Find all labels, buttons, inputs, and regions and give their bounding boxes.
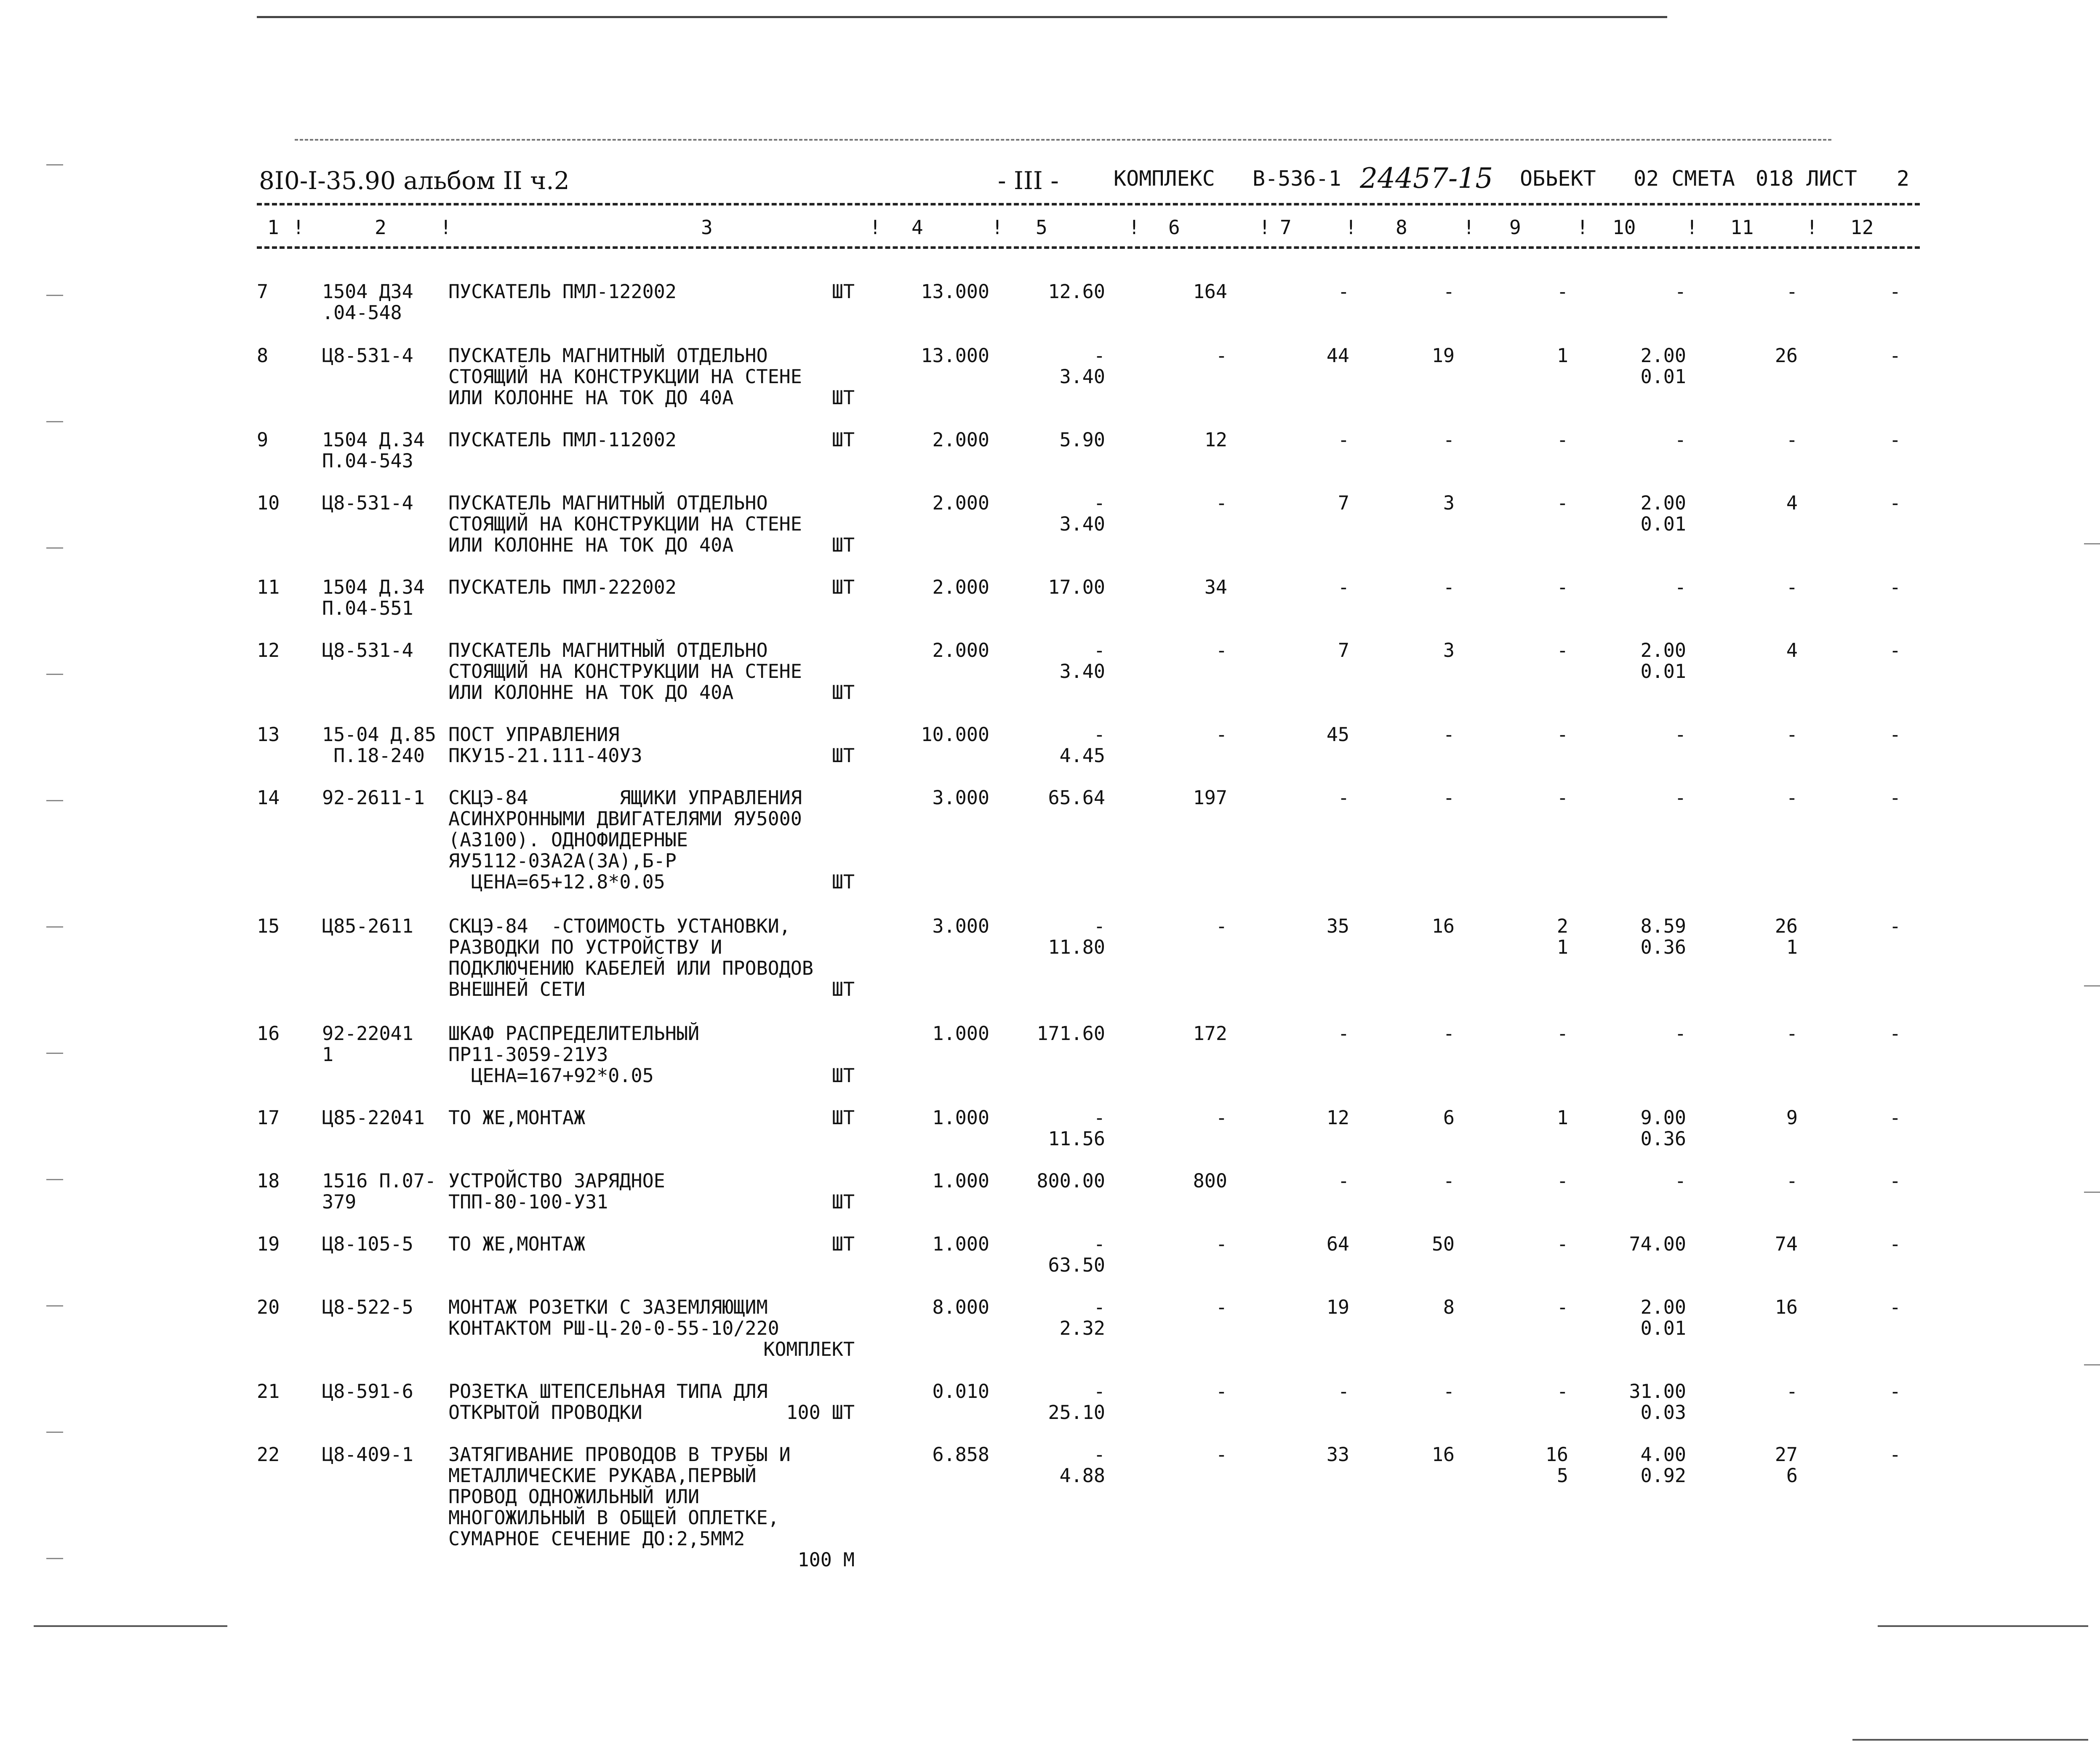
row-9-code: 1504 Д.34 П.04-543 — [322, 429, 425, 472]
row-9-n: 9 — [257, 429, 269, 451]
row-9-c11: - — [1786, 429, 1798, 451]
column-number: 4 — [911, 216, 923, 239]
row-7-name: ПУСКАТЕЛЬ ПМЛ-122002 — [448, 280, 677, 303]
row-22-name: ЗАТЯГИВАНИЕ ПРОВОДОВ В ТРУБЫ И МЕТАЛЛИЧЕСКИЕ РУКАВА,ПЕРВЫЙ ПРОВОД ОДНОЖИЛЬНЫЙ ИЛИ МНОГОЖИЛЬНЫЙ В ОБЩЕЙ ОПЛЕТКЕ, СУМАРНОЕ СЕЧЕНИЕ ДО:2,5ММ2 — [448, 1443, 791, 1550]
row-8-name: ПУСКАТЕЛЬ МАГНИТНЫЙ ОТДЕЛЬНО СТОЯЩИЙ НА КОНСТРУКЦИИ НА СТЕНЕ ИЛИ КОЛОННЕ НА ТОК ДО 40А — [448, 344, 802, 409]
row-8-c8: 19 — [1431, 344, 1455, 367]
row-22-c12: - — [1889, 1443, 1901, 1466]
row-16-unit: ШТ — [831, 1064, 855, 1087]
row-10-qty: 2.000 — [932, 492, 989, 514]
header-rule-bottom — [257, 246, 1920, 249]
row-20-name: МОНТАЖ РОЗЕТКИ С ЗАЗЕМЛЯЮЩИМ КОНТАКТОМ РШ-Ц-20-0-55-10/220 — [448, 1296, 779, 1339]
row-19-name: ТО ЖЕ,МОНТАЖ — [448, 1233, 586, 1255]
row-18-qty: 1.000 — [932, 1170, 989, 1192]
row-8-c6: - — [1215, 344, 1227, 367]
column-separator: ! — [1128, 216, 1140, 239]
row-7-unit: ШТ — [831, 280, 855, 303]
row-21-c12: - — [1889, 1380, 1901, 1403]
row-13-c9: - — [1556, 723, 1568, 746]
row-21-name: РОЗЕТКА ШТЕПСЕЛЬНАЯ ТИПА ДЛЯ ОТКРЫТОЙ ПРОВОДКИ — [448, 1380, 768, 1424]
row-21-n: 21 — [257, 1380, 280, 1403]
row-17-name: ТО ЖЕ,МОНТАЖ — [448, 1107, 586, 1129]
row-20-code: Ц8-522-5 — [322, 1296, 413, 1318]
row-14-c9: - — [1556, 787, 1568, 809]
column-separator: ! — [1345, 216, 1357, 239]
row-16-c6: 172 — [1193, 1022, 1227, 1045]
top-scan-line — [257, 16, 1667, 18]
row-21-qty: 0.010 — [932, 1380, 989, 1403]
header-rule-top — [257, 203, 1920, 205]
row-12-c11: 4 — [1786, 639, 1798, 661]
row-16-qty: 1.000 — [932, 1022, 989, 1045]
column-number: 11 — [1730, 216, 1754, 239]
row-18-c12: - — [1889, 1170, 1901, 1192]
bottom-scan-line — [1878, 1625, 2088, 1627]
complex-label: КОМПЛЕКС — [1114, 166, 1215, 191]
margin-tick — [46, 295, 63, 296]
row-10-c12: - — [1889, 492, 1901, 514]
row-15-code: Ц85-2611 — [322, 915, 413, 937]
margin-tick — [46, 1053, 63, 1054]
row-13-c10: - — [1674, 723, 1686, 746]
row-12-unit: ШТ — [831, 681, 855, 704]
row-13-c12: - — [1889, 723, 1901, 746]
row-10-unit: ШТ — [831, 534, 855, 556]
column-number: 10 — [1612, 216, 1636, 239]
row-19-c5: - 63.50 — [1048, 1233, 1105, 1276]
column-separator: ! — [869, 216, 881, 239]
row-22-c8: 16 — [1431, 1443, 1455, 1466]
row-15-c12: - — [1889, 915, 1901, 937]
row-11-c5: 17.00 — [1048, 576, 1105, 598]
margin-tick — [2084, 1192, 2100, 1193]
sheet-value: 2 — [1897, 166, 1910, 191]
row-10-name: ПУСКАТЕЛЬ МАГНИТНЫЙ ОТДЕЛЬНО СТОЯЩИЙ НА КОНСТРУКЦИИ НА СТЕНЕ ИЛИ КОЛОННЕ НА ТОК ДО 40А — [448, 492, 802, 556]
row-22-unit: 100 М — [797, 1549, 855, 1571]
row-20-c10: 2.00 0.01 — [1640, 1296, 1686, 1339]
row-17-c8: 6 — [1443, 1107, 1455, 1129]
estimate-value: 018 ЛИСТ — [1756, 166, 1857, 191]
row-8-qty: 13.000 — [921, 344, 989, 367]
row-20-c8: 8 — [1443, 1296, 1455, 1318]
row-13-c6: - — [1215, 723, 1227, 746]
dotted-scan-line — [295, 139, 1831, 141]
row-18-code: 1516 П.07- 379 — [322, 1170, 436, 1213]
row-18-c6: 800 — [1193, 1170, 1227, 1192]
row-16-c9: - — [1556, 1022, 1568, 1045]
row-15-name: СКЦЭ-84 -СТОИМОСТЬ УСТАНОВКИ, РАЗВОДКИ ПО УСТРОЙСТВУ И ПОДКЛЮЧЕНИЮ КАБЕЛЕЙ ИЛИ ПРОВОДОВ ВНЕШНЕЙ СЕТИ — [448, 915, 813, 1000]
margin-tick — [2084, 543, 2100, 544]
row-19-qty: 1.000 — [932, 1233, 989, 1255]
row-12-c12: - — [1889, 639, 1901, 661]
row-8-unit: ШТ — [831, 387, 855, 409]
row-22-code: Ц8-409-1 — [322, 1443, 413, 1466]
row-9-c6: 12 — [1204, 429, 1227, 451]
row-9-c12: - — [1889, 429, 1901, 451]
row-15-qty: 3.000 — [932, 915, 989, 937]
row-11-c9: - — [1556, 576, 1568, 598]
row-16-code: 92-22041 1 — [322, 1022, 413, 1066]
row-7-c7: - — [1338, 280, 1349, 303]
row-9-c8: - — [1443, 429, 1455, 451]
margin-tick — [46, 800, 63, 801]
row-7-c10: - — [1674, 280, 1686, 303]
column-number: 6 — [1168, 216, 1180, 239]
row-9-c9: - — [1556, 429, 1568, 451]
row-14-c10: - — [1674, 787, 1686, 809]
row-7-c11: - — [1786, 280, 1798, 303]
row-22-c5: - 4.88 — [1059, 1443, 1105, 1487]
row-20-c9: - — [1556, 1296, 1568, 1318]
row-12-n: 12 — [257, 639, 280, 661]
margin-tick — [46, 421, 63, 422]
row-12-c7: 7 — [1338, 639, 1349, 661]
margin-tick — [46, 1432, 63, 1433]
row-7-c12: - — [1889, 280, 1901, 303]
row-17-c7: 12 — [1326, 1107, 1349, 1129]
row-14-c12: - — [1889, 787, 1901, 809]
row-18-c8: - — [1443, 1170, 1455, 1192]
column-separator: ! — [1463, 216, 1475, 239]
row-7-c6: 164 — [1193, 280, 1227, 303]
row-18-c7: - — [1338, 1170, 1349, 1192]
complex-code: В-536-1 — [1253, 166, 1341, 191]
row-16-n: 16 — [257, 1022, 280, 1045]
row-15-c11: 26 1 — [1775, 915, 1798, 958]
row-8-n: 8 — [257, 344, 269, 367]
row-12-c9: - — [1556, 639, 1568, 661]
column-separator: ! — [440, 216, 452, 239]
margin-tick — [46, 926, 63, 928]
row-7-c8: - — [1443, 280, 1455, 303]
row-14-unit: ШТ — [831, 871, 855, 893]
row-15-c8: 16 — [1431, 915, 1455, 937]
column-number: 7 — [1280, 216, 1292, 239]
column-separator: ! — [1259, 216, 1271, 239]
column-separator: ! — [1577, 216, 1588, 239]
column-number: 2 — [375, 216, 386, 239]
row-22-qty: 6.858 — [932, 1443, 989, 1466]
row-10-n: 10 — [257, 492, 280, 514]
margin-tick — [46, 1305, 63, 1307]
row-12-c5: - 3.40 — [1059, 639, 1105, 683]
margin-tick — [2084, 985, 2100, 987]
doc-code: 8I0-I-35.90 альбом II ч.2 — [259, 166, 570, 195]
row-13-c7: 45 — [1326, 723, 1349, 746]
column-number: 1 — [267, 216, 279, 239]
object-label: ОБЬЕКТ — [1520, 166, 1596, 191]
row-19-c10: 74.00 — [1629, 1233, 1686, 1255]
row-19-c8: 50 — [1431, 1233, 1455, 1255]
row-18-c5: 800.00 — [1037, 1170, 1105, 1192]
row-12-c6: - — [1215, 639, 1227, 661]
row-21-code: Ц8-591-6 — [322, 1380, 413, 1403]
row-13-c11: - — [1786, 723, 1798, 746]
row-13-n: 13 — [257, 723, 280, 746]
bottom-scan-line — [34, 1625, 227, 1627]
row-19-c7: 64 — [1326, 1233, 1349, 1255]
row-22-c9: 16 5 — [1545, 1443, 1568, 1487]
row-11-c7: - — [1338, 576, 1349, 598]
row-19-n: 19 — [257, 1233, 280, 1255]
column-number: 12 — [1850, 216, 1874, 239]
row-7-qty: 13.000 — [921, 280, 989, 303]
margin-tick — [46, 1558, 63, 1559]
row-17-c9: 1 — [1556, 1107, 1568, 1129]
row-18-c11: - — [1786, 1170, 1798, 1192]
row-22-c11: 27 6 — [1775, 1443, 1798, 1487]
row-21-c7: - — [1338, 1380, 1349, 1403]
row-12-c8: 3 — [1443, 639, 1455, 661]
row-10-c10: 2.00 0.01 — [1640, 492, 1686, 535]
column-separator: ! — [1686, 216, 1698, 239]
row-14-c7: - — [1338, 787, 1349, 809]
row-7-code: 1504 Д34 .04-548 — [322, 280, 413, 324]
row-20-unit: КОМПЛЕКТ — [763, 1338, 855, 1360]
row-17-c11: 9 — [1786, 1107, 1798, 1129]
row-16-c11: - — [1786, 1022, 1798, 1045]
row-20-n: 20 — [257, 1296, 280, 1318]
row-10-c6: - — [1215, 492, 1227, 514]
row-18-c9: - — [1556, 1170, 1568, 1192]
row-10-c7: 7 — [1338, 492, 1349, 514]
row-20-c11: 16 — [1775, 1296, 1798, 1318]
row-7-n: 7 — [257, 280, 269, 303]
column-number: 9 — [1509, 216, 1521, 239]
row-17-c5: - 11.56 — [1048, 1107, 1105, 1150]
row-15-c6: - — [1215, 915, 1227, 937]
row-10-c5: - 3.40 — [1059, 492, 1105, 535]
row-22-c6: - — [1215, 1443, 1227, 1466]
row-10-code: Ц8-531-4 — [322, 492, 413, 514]
row-7-c9: - — [1556, 280, 1568, 303]
row-7-c5: 12.60 — [1048, 280, 1105, 303]
row-14-c8: - — [1443, 787, 1455, 809]
row-9-unit: ШТ — [831, 429, 855, 451]
row-13-c8: - — [1443, 723, 1455, 746]
column-number: 8 — [1396, 216, 1407, 239]
row-16-name: ШКАФ РАСПРЕДЕЛИТЕЛЬНЫЙ ПР11-3059-21У3 ЦЕНА=167+92*0.05 — [448, 1022, 700, 1087]
row-21-c5: - 25.10 — [1048, 1380, 1105, 1424]
row-9-c7: - — [1338, 429, 1349, 451]
row-20-qty: 8.000 — [932, 1296, 989, 1318]
row-17-code: Ц85-22041 — [322, 1107, 425, 1129]
row-11-c6: 34 — [1204, 576, 1227, 598]
row-17-unit: ШТ — [831, 1107, 855, 1129]
row-10-c11: 4 — [1786, 492, 1798, 514]
handwritten-code: 24457-15 — [1360, 162, 1493, 195]
row-19-unit: ШТ — [831, 1233, 855, 1255]
column-separator: ! — [1806, 216, 1818, 239]
row-15-c9: 2 1 — [1556, 915, 1568, 958]
row-21-c11: - — [1786, 1380, 1798, 1403]
bottom-scan-line — [1852, 1739, 2088, 1741]
row-11-unit: ШТ — [831, 576, 855, 598]
row-18-name: УСТРОЙСТВО ЗАРЯДНОЕ ТПП-80-100-У31 — [448, 1170, 665, 1213]
row-15-unit: ШТ — [831, 978, 855, 1000]
row-22-n: 22 — [257, 1443, 280, 1466]
row-14-qty: 3.000 — [932, 787, 989, 809]
object-value: 02 СМЕТА — [1634, 166, 1735, 191]
row-8-code: Ц8-531-4 — [322, 344, 413, 367]
row-15-c10: 8.59 0.36 — [1640, 915, 1686, 958]
row-8-c10: 2.00 0.01 — [1640, 344, 1686, 388]
row-8-c5: - 3.40 — [1059, 344, 1105, 388]
row-21-c6: - — [1215, 1380, 1227, 1403]
row-16-c10: - — [1674, 1022, 1686, 1045]
row-11-c12: - — [1889, 576, 1901, 598]
row-20-c7: 19 — [1326, 1296, 1349, 1318]
margin-tick — [46, 164, 63, 165]
row-14-n: 14 — [257, 787, 280, 809]
row-13-name: ПОСТ УПРАВЛЕНИЯ ПКУ15-21.111-40У3 — [448, 723, 642, 767]
row-12-qty: 2.000 — [932, 639, 989, 661]
row-9-c5: 5.90 — [1059, 429, 1105, 451]
row-19-c9: - — [1556, 1233, 1568, 1255]
margin-tick — [46, 674, 63, 675]
row-21-c9: - — [1556, 1380, 1568, 1403]
row-14-name: СКЦЭ-84 ЯЩИКИ УПРАВЛЕНИЯ АСИНХРОННЫМИ ДВИГАТЕЛЯМИ ЯУ5000 (А3100). ОДНОФИДЕРНЫЕ ЯУ5112-03А2А(3А),Б-Р ЦЕНА=65+12.8*0.05 — [448, 787, 802, 893]
row-15-c5: - 11.80 — [1048, 915, 1105, 958]
row-9-name: ПУСКАТЕЛЬ ПМЛ-112002 — [448, 429, 677, 451]
row-21-unit: 100 ШТ — [786, 1401, 855, 1424]
row-10-c8: 3 — [1443, 492, 1455, 514]
row-16-c8: - — [1443, 1022, 1455, 1045]
row-11-name: ПУСКАТЕЛЬ ПМЛ-222002 — [448, 576, 677, 598]
row-13-unit: ШТ — [831, 744, 855, 767]
row-9-qty: 2.000 — [932, 429, 989, 451]
row-11-code: 1504 Д.34 П.04-551 — [322, 576, 425, 619]
row-13-c5: - 4.45 — [1059, 723, 1105, 767]
row-17-c6: - — [1215, 1107, 1227, 1129]
row-8-c7: 44 — [1326, 344, 1349, 367]
row-18-unit: ШТ — [831, 1191, 855, 1213]
page-marker: - III - — [998, 166, 1059, 195]
column-separator: ! — [991, 216, 1003, 239]
row-12-code: Ц8-531-4 — [322, 639, 413, 661]
row-22-c7: 33 — [1326, 1443, 1349, 1466]
row-15-c7: 35 — [1326, 915, 1349, 937]
row-19-code: Ц8-105-5 — [322, 1233, 413, 1255]
row-14-c6: 197 — [1193, 787, 1227, 809]
margin-tick — [46, 547, 63, 549]
row-19-c12: - — [1889, 1233, 1901, 1255]
row-11-c8: - — [1443, 576, 1455, 598]
row-16-c5: 171.60 — [1037, 1022, 1105, 1045]
row-9-c10: - — [1674, 429, 1686, 451]
row-18-c10: - — [1674, 1170, 1686, 1192]
row-21-c8: - — [1443, 1380, 1455, 1403]
row-12-c10: 2.00 0.01 — [1640, 639, 1686, 683]
margin-tick — [46, 1179, 63, 1180]
row-17-c12: - — [1889, 1107, 1901, 1129]
row-11-c10: - — [1674, 576, 1686, 598]
column-separator: ! — [293, 216, 304, 239]
row-13-qty: 10.000 — [921, 723, 989, 746]
row-22-c10: 4.00 0.92 — [1640, 1443, 1686, 1487]
row-13-code: 15-04 Д.85 П.18-240 — [322, 723, 436, 767]
row-10-c9: - — [1556, 492, 1568, 514]
column-number: 5 — [1036, 216, 1047, 239]
row-16-c7: - — [1338, 1022, 1349, 1045]
row-19-c11: 74 — [1775, 1233, 1798, 1255]
row-8-c12: - — [1889, 344, 1901, 367]
row-11-c11: - — [1786, 576, 1798, 598]
row-12-name: ПУСКАТЕЛЬ МАГНИТНЫЙ ОТДЕЛЬНО СТОЯЩИЙ НА КОНСТРУКЦИИ НА СТЕНЕ ИЛИ КОЛОННЕ НА ТОК ДО 40А — [448, 639, 802, 704]
row-14-c5: 65.64 — [1048, 787, 1105, 809]
row-14-c11: - — [1786, 787, 1798, 809]
margin-tick — [2084, 1364, 2100, 1365]
row-20-c5: - 2.32 — [1059, 1296, 1105, 1339]
row-16-c12: - — [1889, 1022, 1901, 1045]
row-8-c9: 1 — [1556, 344, 1568, 367]
column-number: 3 — [701, 216, 713, 239]
row-20-c6: - — [1215, 1296, 1227, 1318]
row-21-c10: 31.00 0.03 — [1629, 1380, 1686, 1424]
row-17-c10: 9.00 0.36 — [1640, 1107, 1686, 1150]
row-18-n: 18 — [257, 1170, 280, 1192]
row-14-code: 92-2611-1 — [322, 787, 425, 809]
row-11-n: 11 — [257, 576, 280, 598]
row-20-c12: - — [1889, 1296, 1901, 1318]
row-8-c11: 26 — [1775, 344, 1798, 367]
row-17-n: 17 — [257, 1107, 280, 1129]
row-11-qty: 2.000 — [932, 576, 989, 598]
row-19-c6: - — [1215, 1233, 1227, 1255]
row-17-qty: 1.000 — [932, 1107, 989, 1129]
row-15-n: 15 — [257, 915, 280, 937]
